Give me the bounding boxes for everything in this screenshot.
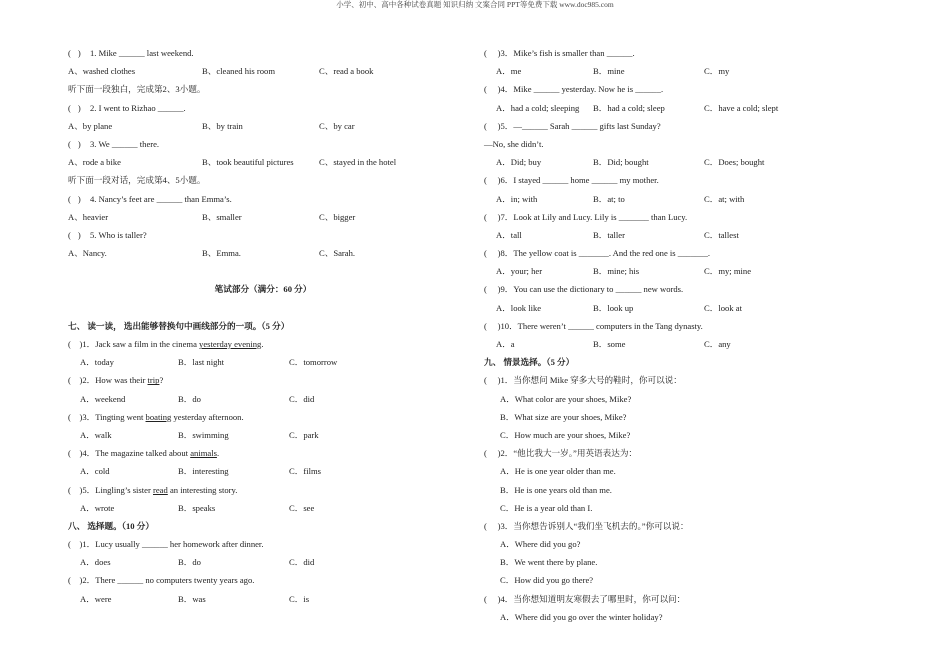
question: ( )1．当你想问 Mike 穿多大号的鞋时，你可以说： xyxy=(484,375,682,386)
options: A．had a cold; sleeping B．had a cold; sleep C．have a cold; slept xyxy=(496,102,779,113)
question: ( )6．I stayed ______ home ______ my mother. xyxy=(484,175,659,186)
options: A．Did; buy B．Did; bought C．Does; bought xyxy=(496,157,765,168)
question: ( )5. Who is taller? xyxy=(68,226,468,244)
option: A．What color are your shoes, Mike? xyxy=(500,393,632,404)
question: ( )4．Mike ______ yesterday. Now he is ______. xyxy=(484,84,664,95)
section-title: 九、 情景选择。（5 分） xyxy=(484,357,575,368)
instruction: 听下面一段对话，完成第4、5小题。 xyxy=(68,175,206,186)
option: C．He is a year old than I. xyxy=(500,502,593,513)
options: A、washed clothes B、cleaned his room C、read a book xyxy=(68,66,374,77)
section-title: 七、 读一读， 选出能够替换句中画线部分的一项。（5 分） xyxy=(68,320,290,331)
options: A、heavier B、smaller C、bigger xyxy=(68,211,356,222)
right-column xyxy=(484,44,904,626)
option: C．How much are your shoes, Mike? xyxy=(500,429,631,440)
question: ( )5．Lingling’s sister read an interesting story. xyxy=(68,484,238,495)
question: ( )3. We ______ there. xyxy=(68,135,468,153)
question: ( )2．There ______ no computers twenty years ago. xyxy=(68,575,255,586)
answer-line: —No, she didn’t. xyxy=(484,138,544,149)
question: ( )2．“他比我大一岁。”用英语表达为： xyxy=(484,448,638,459)
option: B．We went there by plane. xyxy=(500,557,598,568)
options: A．does B．do C．did xyxy=(80,557,315,568)
question: ( )7．Look at Lily and Lucy. Lily is _______ than Lucy. xyxy=(484,211,688,222)
options: A．look like B．look up C．look at xyxy=(496,302,742,313)
instruction: 听下面一段独白，完成第2、3小题。 xyxy=(68,84,206,95)
option: A．Where did you go over the winter holiday? xyxy=(500,611,663,622)
option: B．What size are your shoes, Mike? xyxy=(500,411,627,422)
question: ( )1．Lucy usually ______ her homework after dinner. xyxy=(68,539,264,550)
option: A．He is one year older than me. xyxy=(500,466,616,477)
question: ( )1. Mike ______ last weekend. xyxy=(68,44,468,62)
question: ( )3．Mike’s fish is smaller than ______. xyxy=(484,48,635,58)
question: ( )2. I went to Rizhao ______. xyxy=(68,99,468,117)
question: ( )8．The yellow coat is _______. And the red one is _______. xyxy=(484,248,711,259)
section-title: 八、 选择题。（10 分） xyxy=(68,520,154,531)
options: A、rode a bike B、took beautiful pictures C、stayed in the hotel xyxy=(68,157,397,168)
options: A．today B．last night C．tomorrow xyxy=(80,357,338,368)
options: A．your; her B．mine; his C．my; mine xyxy=(496,266,752,277)
page-header: 小学、初中、高中各种试卷真题 知识归纳 文案合同 PPT等免费下载 www.doc985.com xyxy=(336,0,614,9)
options: A．weekend B．do C．did xyxy=(80,393,315,404)
options: A．walk B．swimming C．park xyxy=(80,429,319,440)
question: ( )2．How was their trip? xyxy=(68,375,164,386)
options: A．tall B．taller C．tallest xyxy=(496,229,739,240)
section-title: 笔试部分（满分：60 分） xyxy=(214,284,312,295)
question: ( )10．There weren’t ______ computers in the Tang dynasty. xyxy=(484,320,703,331)
question: ( )3．当你想告诉别人“我们坐飞机去的。”你可以说： xyxy=(484,520,689,531)
options: A、by plane B、by train C、by car xyxy=(68,120,355,131)
question: ( )1．Jack saw a film in the cinema yesterday evening. xyxy=(68,339,264,349)
option: C．How did you go there? xyxy=(500,575,594,586)
options: A．were B．was C．is xyxy=(80,593,310,604)
question: ( )4. Nancy’s feet are ______ than Emma’s. xyxy=(68,190,468,208)
options: A．in; with B．at; to C．at; with xyxy=(496,193,745,204)
options: A．a B．some C．any xyxy=(496,339,731,349)
question: ( )4．当你想知道明友寒假去了哪里时，你可以问： xyxy=(484,593,686,604)
left-column xyxy=(68,44,468,608)
question: ( )3．Tingting went boating yesterday afternoon. xyxy=(68,411,244,422)
options: A．me B．mine C．my xyxy=(496,66,730,77)
question: ( )4．The magazine talked about animals. xyxy=(68,448,220,459)
option: B．He is one years old than me. xyxy=(500,484,612,495)
options: A．cold B．interesting C．films xyxy=(80,466,321,477)
options: A．wrote B．speaks C．see xyxy=(80,502,315,513)
question: ( )5．—______ Sarah ______ gifts last Sunday? xyxy=(484,120,661,131)
options: A、Nancy. B、Emma. C、Sarah. xyxy=(68,248,356,259)
question: ( )9．You can use the dictionary to ______ new words. xyxy=(484,284,684,295)
option: A．Where did you go? xyxy=(500,539,581,550)
